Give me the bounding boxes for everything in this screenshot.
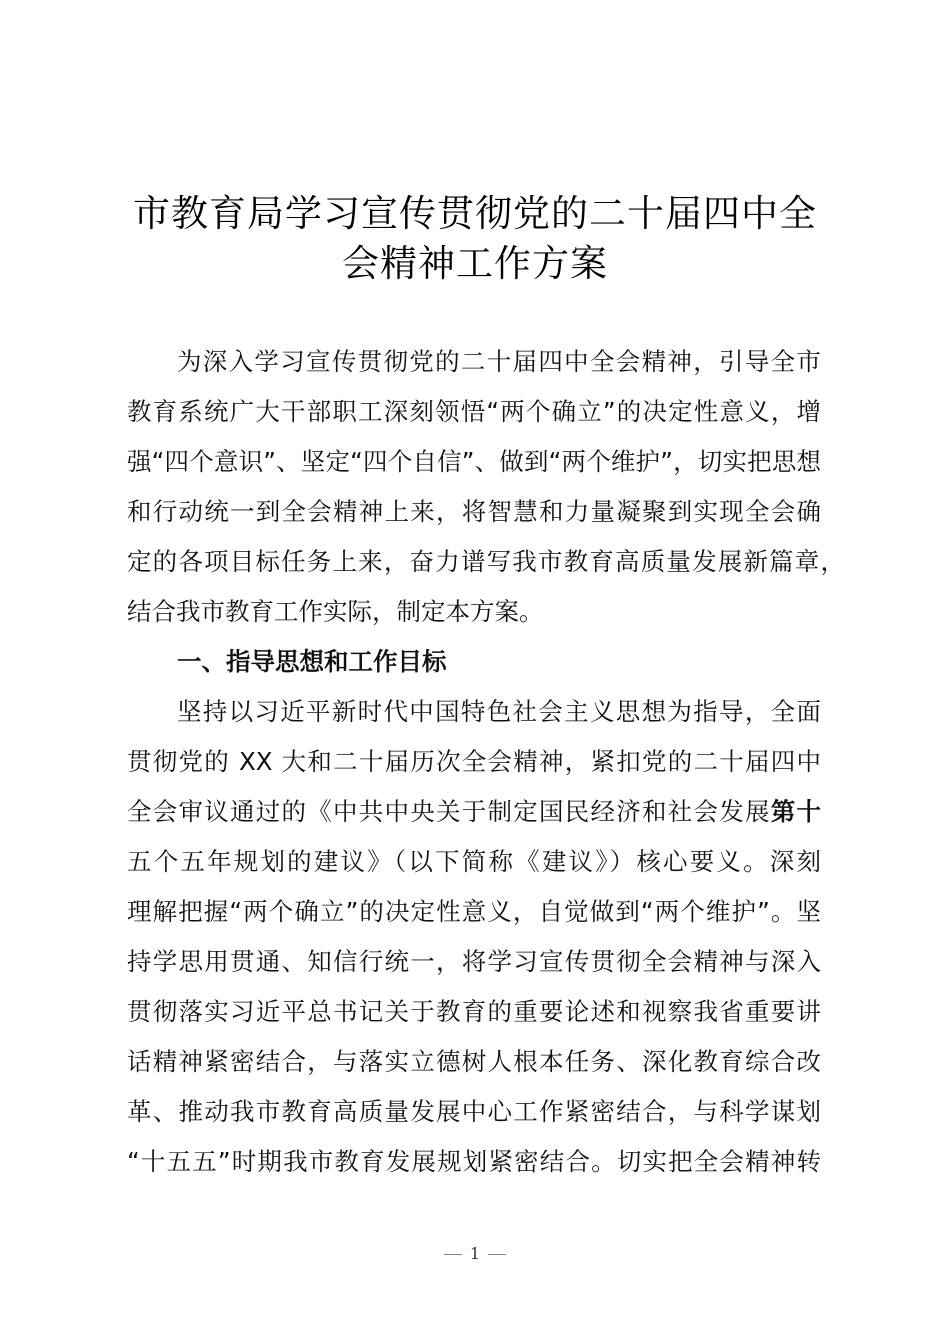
paragraph-line: 持学思用贯通、知信行统一，将学习宣传贯彻全会精神与深入 xyxy=(127,947,821,976)
paragraph-line: 五个五年规划的建议》（以下简称《建议》）核心要义。深刻 xyxy=(127,847,821,876)
paragraph-line: 贯彻落实习近平总书记关于教育的重要论述和视察我省重要讲 xyxy=(127,997,821,1026)
bold-text: 第十 xyxy=(770,797,821,826)
paragraph-line: 结合我市教育工作实际，制定本方案。 xyxy=(127,597,544,626)
document-title-line-2: 会精神工作方案 xyxy=(342,242,608,285)
page-number: 1 xyxy=(469,1244,481,1263)
paragraph-line: 革、推动我市教育高质量发展中心工作紧密结合，与科学谋划 xyxy=(127,1097,821,1126)
paragraph-line: 和行动统一到全会精神上来，将智慧和力量凝聚到实现全会确 xyxy=(127,497,821,526)
paragraph-line: 强“四个意识”、坚定“四个自信”、做到“两个维护”，切实把思想 xyxy=(127,447,821,476)
dash-left xyxy=(444,1254,462,1255)
line-text: 全会审议通过的《中共中央关于制定国民经济和社会发展 xyxy=(127,797,771,826)
document-title-line-1: 市教育局学习宣传贯彻党的二十届四中全 xyxy=(133,192,817,235)
paragraph-line: 坚持以习近平新时代中国特色社会主义思想为指导，全面 xyxy=(177,697,821,726)
paragraph-line: 理解把握“两个确立”的决定性意义，自觉做到“两个维护”。坚 xyxy=(127,897,821,926)
section-heading: 一、指导思想和工作目标 xyxy=(177,647,447,676)
paragraph-line: 贯彻党的 XX 大和二十届历次全会精神，紧扣党的二十届四中 xyxy=(127,747,821,776)
paragraph-line: 定的各项目标任务上来，奋力谱写我市教育高质量发展新篇章， xyxy=(127,547,845,576)
paragraph-line: 为深入学习宣传贯彻党的二十届四中全会精神，引导全市 xyxy=(177,347,821,376)
page-footer xyxy=(0,1244,950,1263)
paragraph-line: 教育系统广大干部职工深刻领悟“两个确立”的决定性意义，增 xyxy=(127,397,821,426)
dash-right xyxy=(488,1254,506,1255)
paragraph-line: 话精神紧密结合，与落实立德树人根本任务、深化教育综合改 xyxy=(127,1047,821,1076)
paragraph-line: “十五五”时期我市教育发展规划紧密结合。切实把全会精神转 xyxy=(127,1147,821,1176)
paragraph-line xyxy=(127,787,821,837)
